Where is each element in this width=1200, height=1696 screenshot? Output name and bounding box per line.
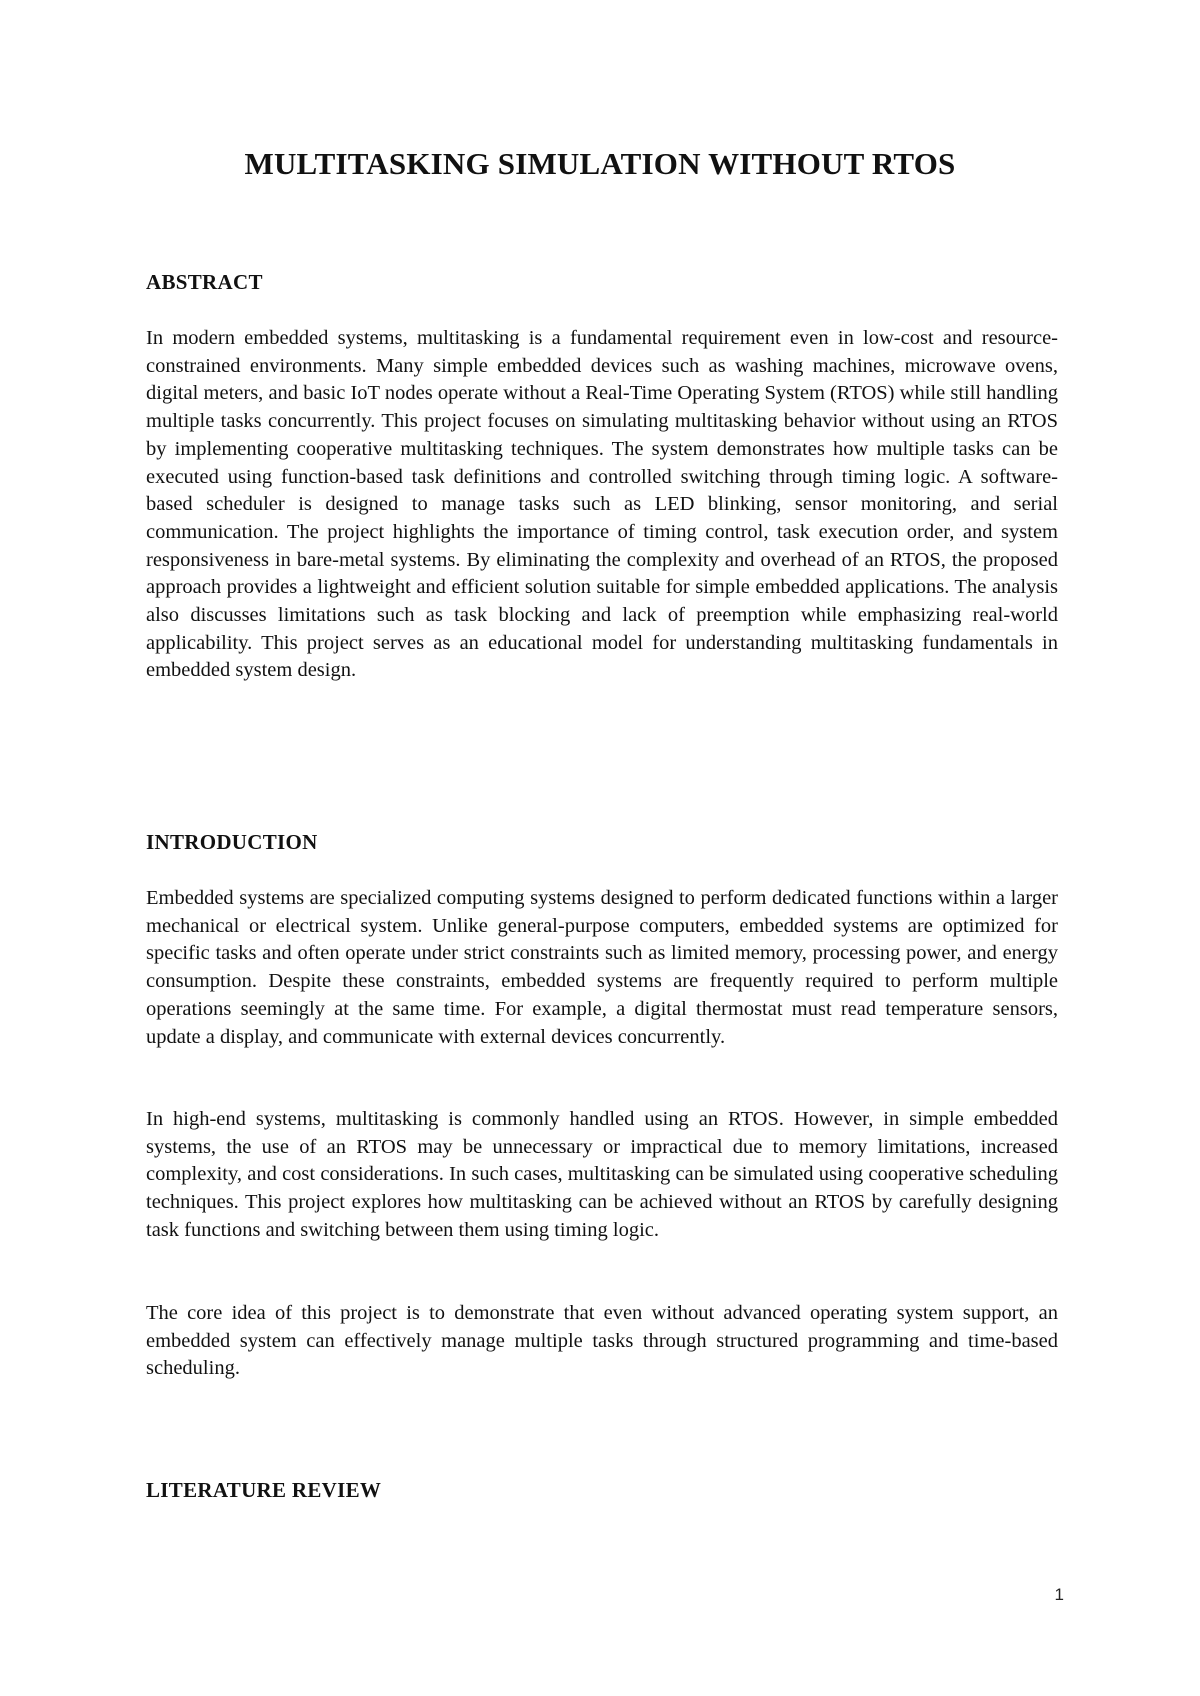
introduction-paragraph-3: The core idea of this project is to demonstrate that even without advanced operating system support, an embedded system can effectively manage multiple tasks through structured programming and time-based scheduling. <box>146 1302 1058 1380</box>
section-heading-introduction: INTRODUCTION <box>146 830 318 854</box>
page-number: 1 <box>1054 1585 1064 1604</box>
section-heading-literature-review: LITERATURE REVIEW <box>146 1478 382 1502</box>
introduction-paragraph-1: Embedded systems are specialized computing systems designed to perform dedicated functions within a larger mechanical or electrical system. Unlike general-purpose computers, embedded systems are optimized for specific tasks and often operate under strict constraints such as limited memory, processing power, and energy consumption. Despite these constraints, embedded systems are frequently required to perform multiple operations seemingly at the same time. For example, a digital thermostat must read temperature sensors, update a display, and communicate with external devices concurrently. <box>146 887 1058 1048</box>
section-heading-abstract: ABSTRACT <box>146 270 263 294</box>
abstract-paragraph: In modern embedded systems, multitasking is a fundamental requirement even in low-cost and resource-constrained environments. Many simple embedded devices such as washing machines, microwave ovens, digital meters, and basic IoT nodes operate without a Real-Time Operating System (RTOS) while still handling multiple tasks concurrently. This project focuses on simulating multitasking behavior without using an RTOS by implementing cooperative multitasking techniques. The system demonstrates how multiple tasks can be executed using function-based task definitions and controlled switching through timing logic. A software-based scheduler is designed to manage tasks such as LED blinking, sensor monitoring, and serial communication. The project highlights the importance of timing control, task execution order, and system responsiveness in bare-metal systems. By eliminating the complexity and overhead of an RTOS, the proposed approach provides a lightweight and efficient solution suitable for simple embedded applications. The analysis also discusses limitations such as task blocking and lack of preemption while emphasizing real-world applicability. This project serves as an educational model for understanding multitasking fundamentals in embedded system design. <box>146 327 1058 682</box>
introduction-paragraph-2: In high-end systems, multitasking is commonly handled using an RTOS. However, in simple embedded systems, the use of an RTOS may be unnecessary or impractical due to memory limitations, increased complexity, and cost considerations. In such cases, multitasking can be simulated using cooperative scheduling techniques. This project explores how multitasking can be achieved without an RTOS by carefully designing task functions and switching between them using timing logic. <box>146 1108 1058 1241</box>
document-title: MULTITASKING SIMULATION WITHOUT RTOS <box>244 146 956 181</box>
